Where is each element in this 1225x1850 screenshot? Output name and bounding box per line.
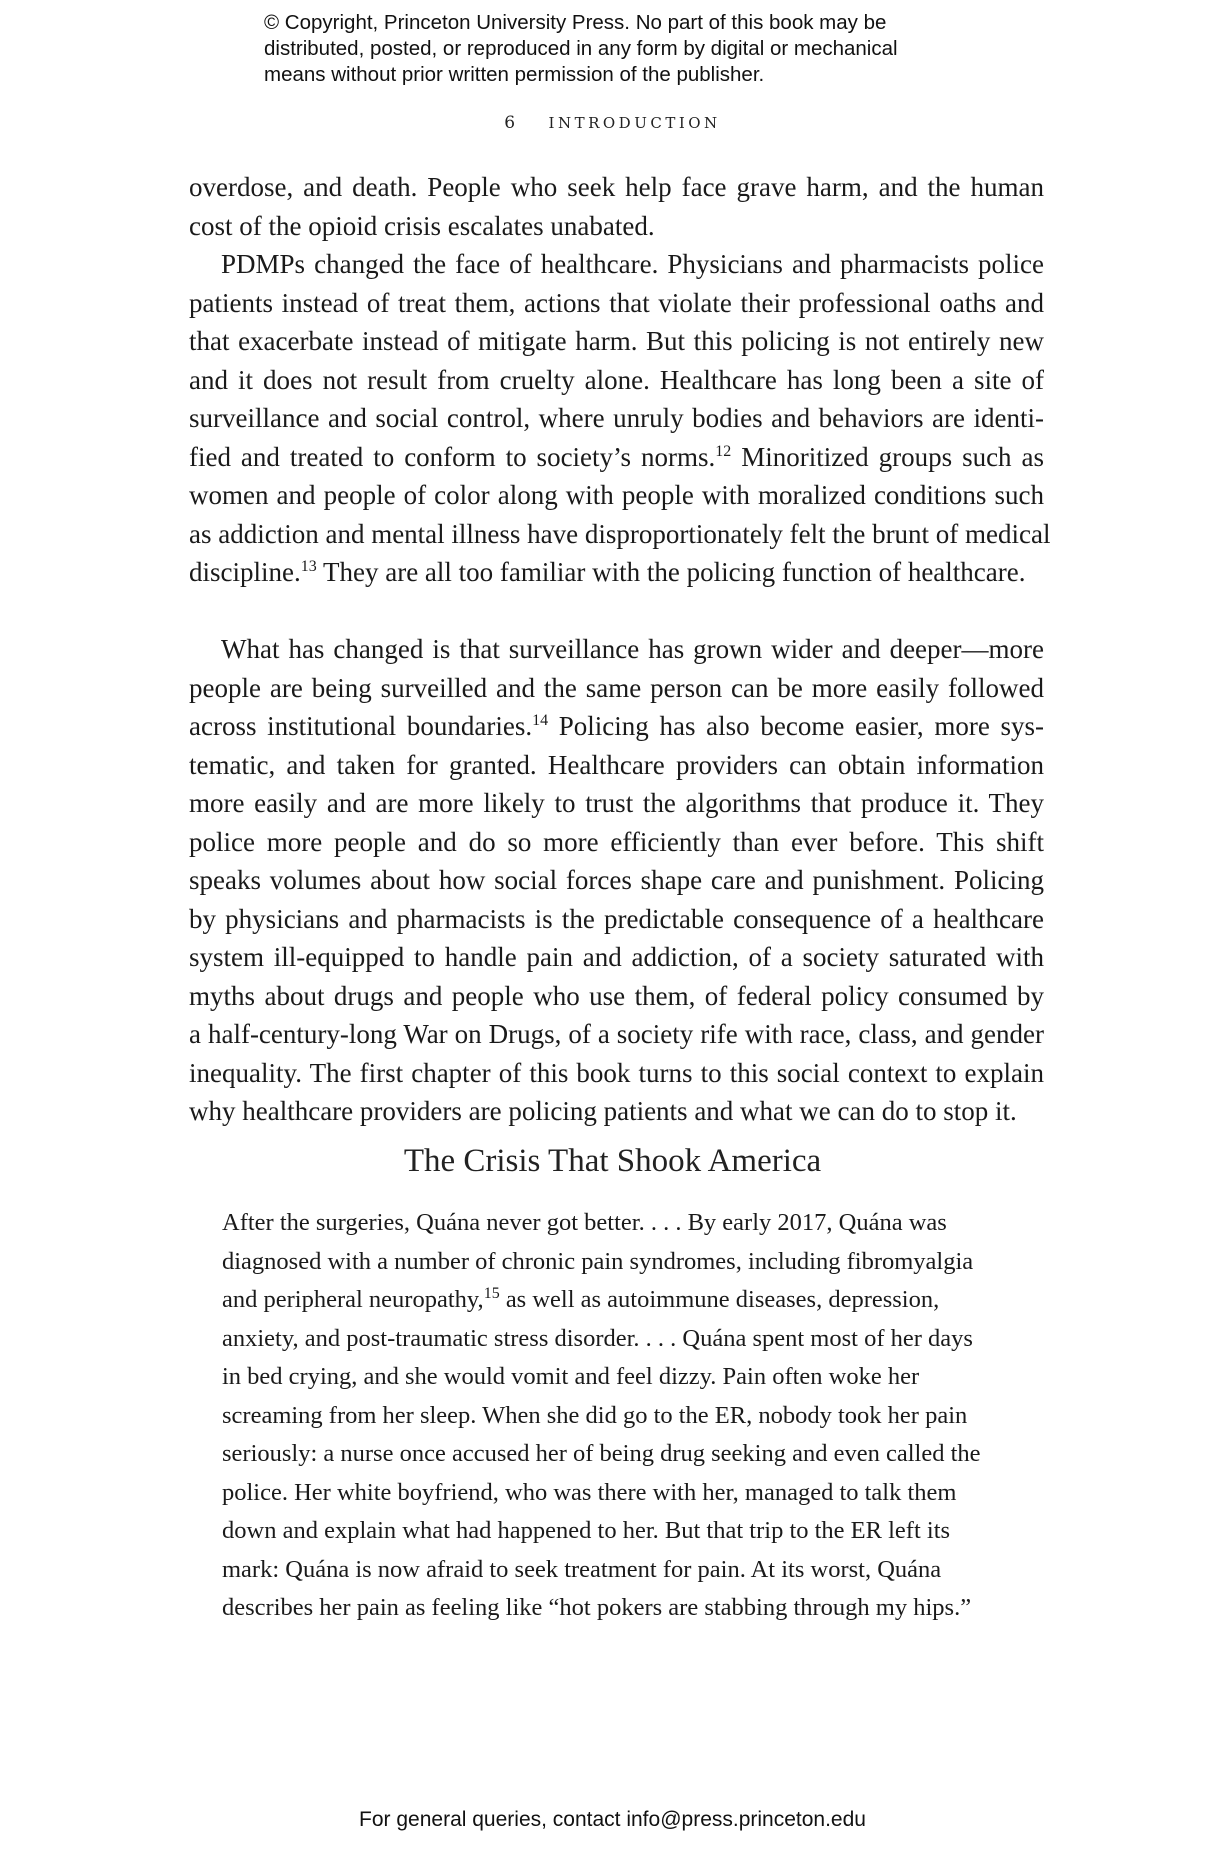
paragraph-1	[189, 168, 1044, 245]
quote-line: mark: Quána is now afraid to seek treatment for pain. At its worst, Quána	[222, 1555, 942, 1583]
text-line: by physicians and pharmacists is the predictable consequence of a healthcare	[189, 903, 1044, 934]
quote-line: police. Her white boyfriend, who was there with her, managed to talk them	[222, 1478, 957, 1506]
copyright-line: distributed, posted, or reproduced in any form by digital or mechanical	[264, 37, 898, 60]
text-fragment: fied and treated to conform to society’s norms.	[189, 441, 716, 472]
text-line: why healthcare providers are policing patients and what we can do to stop it.	[189, 1096, 1017, 1126]
copyright-line: © Copyright, Princeton University Press. No part of this book may be	[264, 11, 887, 34]
text-line: tematic, and taken for granted. Healthcare providers can obtain information	[189, 749, 1044, 780]
text-fragment: They are all too familiar with the policing function of healthcare.	[323, 557, 1026, 587]
quote-line: anxiety, and post-traumatic stress disorder. . . . Quána spent most of her days	[222, 1324, 973, 1352]
footnote-ref-15[interactable]: 15	[483, 1284, 500, 1302]
text-line: What has changed is that surveillance has grown wider and deeper—more	[221, 634, 1044, 664]
text-line: myths about drugs and people who use them, of federal policy consumed by	[189, 980, 1044, 1011]
block-quote	[222, 1204, 1002, 1628]
text-line: patients instead of treat them, actions that violate their professional oaths and	[189, 287, 1044, 318]
text-line: people are being surveilled and the same person can be more easily followed	[189, 672, 1044, 703]
text-fragment: as well as autoimmune diseases, depression,	[499, 1286, 940, 1313]
text-line: speaks volumes about how social forces shape care and punishment. Policing	[189, 865, 1044, 895]
chapter-title: INTRODUCTION	[548, 114, 721, 132]
paragraph-2	[189, 245, 1051, 592]
quote-line: in bed crying, and she would vomit and feel dizzy. Pain often woke her	[222, 1363, 920, 1390]
text-fragment: across institutional boundaries.	[189, 711, 533, 741]
text-fragment: discipline.	[189, 557, 301, 587]
footnote-ref-12[interactable]: 12	[715, 442, 732, 460]
text-fragment: Policing has also become easier, more sys-	[548, 711, 1044, 741]
text-line: cost of the opioid crisis escalates unabated.	[189, 210, 655, 241]
quote-line	[222, 1281, 1002, 1320]
text-line: and it does not result from cruelty alone. Healthcare has long been a site of	[189, 364, 1044, 395]
quote-line: seriously: a nurse once accused her of being drug seeking and even called the	[222, 1440, 981, 1467]
text-line: more easily and are more likely to trust the algorithms that produce it. They	[189, 788, 1044, 818]
text-line: system ill-equipped to handle pain and addiction, of a society saturated with	[189, 942, 1044, 972]
footer-contact: For general queries, contact info@press.princeton.edu	[359, 1808, 866, 1831]
text-fragment: and peripheral neuropathy,	[222, 1286, 484, 1313]
text-line: PDMPs changed the face of healthcare. Physicians and pharmacists police	[221, 249, 1044, 279]
quote-line: screaming from her sleep. When she did go to the ER, nobody took her pain	[222, 1401, 968, 1429]
quote-line: diagnosed with a number of chronic pain syndromes, including fibromyalgia	[222, 1247, 974, 1275]
copyright-notice	[264, 10, 984, 88]
text-line: surveillance and social control, where unruly bodies and behaviors are identi-	[189, 403, 1044, 433]
section-heading: The Crisis That Shook America	[403, 1143, 822, 1179]
text-fragment: Minoritized groups such as	[731, 441, 1044, 472]
text-line	[189, 707, 1044, 746]
text-line: a half-century-long War on Drugs, of a society rife with race, class, and gender	[189, 1019, 1044, 1049]
text-line: as addiction and mental illness have disproportionately felt the brunt of medical	[189, 518, 1051, 549]
text-line: women and people of color along with people with moralized conditions such	[189, 480, 1044, 510]
text-line: police more people and do so more efficiently than ever before. This shift	[189, 826, 1044, 857]
quote-line: describes her pain as feeling like “hot pokers are stabbing through my hips.”	[222, 1594, 972, 1621]
quote-line: After the surgeries, Quána never got better. . . . By early 2017, Quána was	[222, 1209, 947, 1236]
text-line: overdose, and death. People who seek help face grave harm, and the human	[189, 172, 1044, 202]
page-number: 6	[504, 113, 519, 133]
paragraph-3	[189, 630, 1044, 1131]
text-line	[189, 553, 1044, 592]
copyright-line: means without prior written permission of the publisher.	[264, 63, 765, 86]
text-line: that exacerbate instead of mitigate harm. But this policing is not entirely new	[189, 326, 1044, 356]
text-line: inequality. The first chapter of this book turns to this social context to explain	[189, 1057, 1044, 1088]
footnote-ref-13[interactable]: 13	[300, 558, 317, 575]
footnote-ref-14[interactable]: 14	[532, 712, 549, 729]
text-line	[189, 438, 1044, 477]
running-head	[0, 113, 1225, 133]
quote-line: down and explain what had happened to her. But that trip to the ER left its	[222, 1517, 951, 1544]
